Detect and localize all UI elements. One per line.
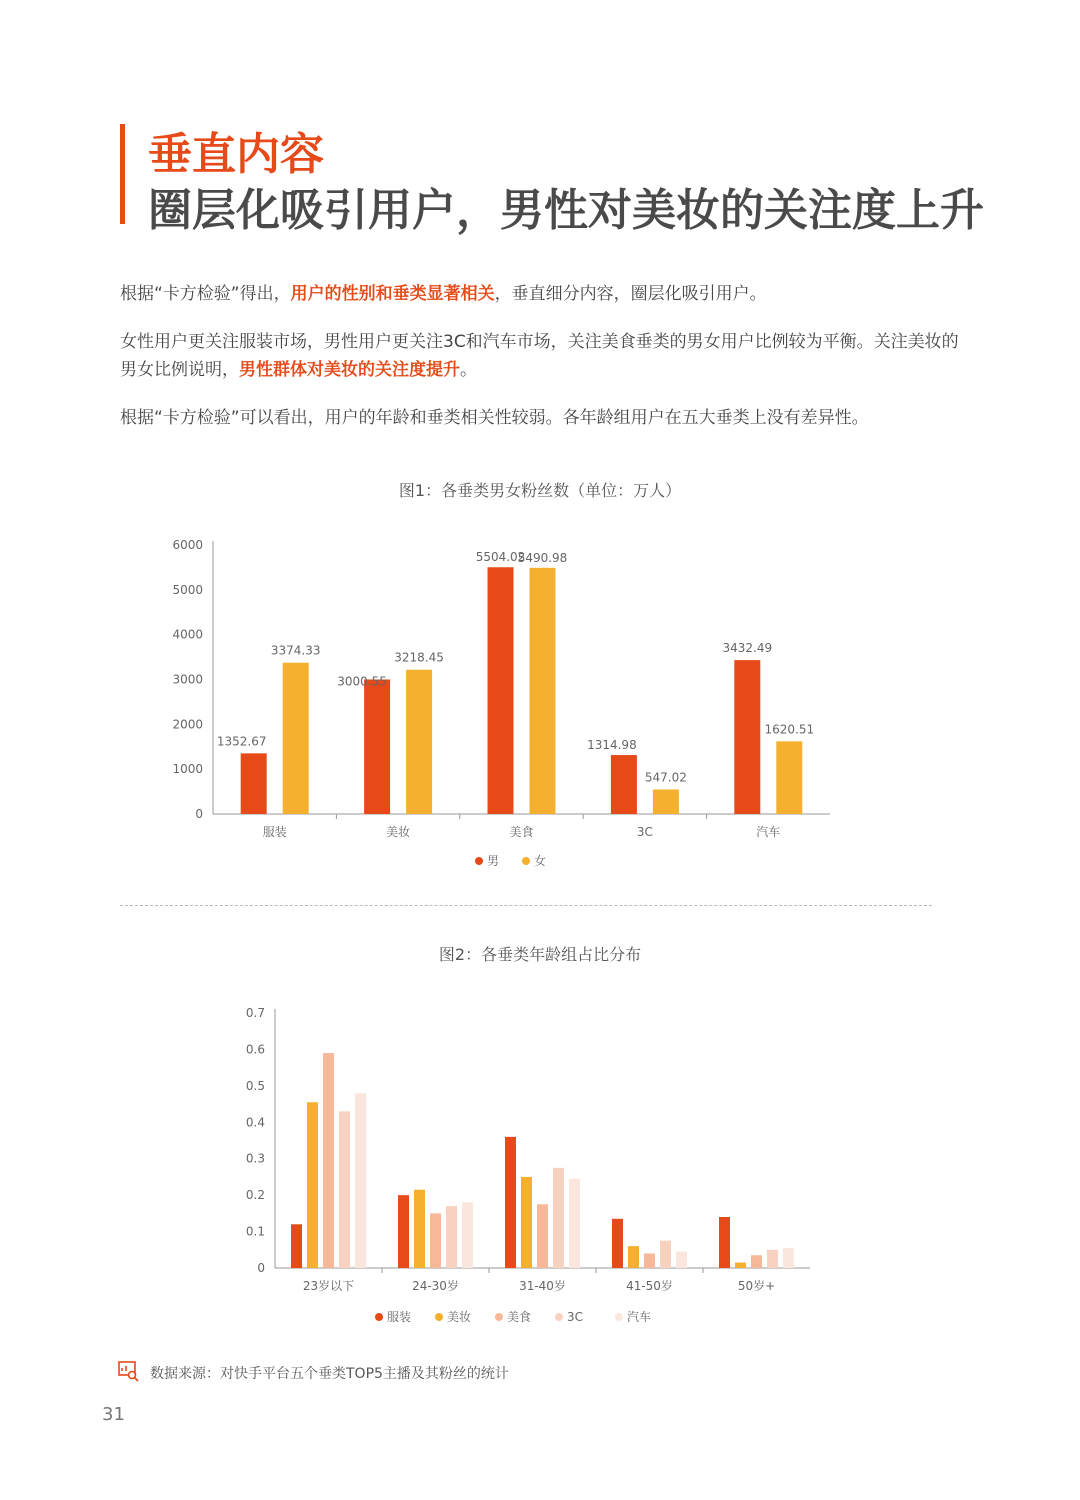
bar-服装 — [719, 1217, 730, 1268]
paragraph-3: 根据“卡方检验”可以看出，用户的年龄和垂类相关性较弱。各年龄组用户在五大垂类上没有差异性。 — [120, 408, 869, 428]
bar-男 — [488, 567, 514, 814]
x-tick-label: 3C — [636, 825, 653, 839]
highlight-text: 用户的性别和垂类显著相关 — [290, 284, 495, 304]
bar-服装 — [398, 1195, 409, 1268]
bar-美妆 — [628, 1246, 639, 1268]
legend-marker — [375, 1313, 383, 1321]
bar-美食 — [430, 1213, 441, 1268]
section-title: 垂直内容 — [148, 129, 324, 180]
y-tick-label: 1000 — [172, 762, 203, 777]
x-tick-label: 23岁以下 — [302, 1279, 355, 1293]
bar-汽车 — [569, 1179, 580, 1268]
data-label: 547.02 — [644, 770, 687, 785]
figure-2-title: 图2：各垂类年龄组占比分布 — [438, 945, 642, 964]
x-tick-label: 31-40岁 — [519, 1279, 566, 1293]
bar-女 — [776, 741, 802, 814]
page-number: 31 — [102, 1404, 125, 1425]
bar-美妆 — [521, 1177, 532, 1268]
y-tick-label: 4000 — [172, 627, 203, 642]
bar-美妆 — [307, 1102, 318, 1268]
x-tick-label: 41-50岁 — [626, 1279, 673, 1293]
x-tick-label: 美妆 — [386, 825, 411, 839]
y-tick-label: 5000 — [172, 582, 203, 597]
legend-marker — [435, 1313, 443, 1321]
bar-美妆 — [414, 1190, 425, 1268]
data-label: 1352.67 — [216, 734, 267, 749]
x-tick-label: 汽车 — [756, 825, 781, 839]
data-label: 3432.49 — [722, 641, 773, 656]
y-tick-label: 0.7 — [245, 1006, 265, 1020]
dashed-divider — [120, 905, 932, 906]
figure-1-title: 图1：各垂类男女粉丝数（单位：万人） — [398, 481, 682, 500]
bar-汽车 — [783, 1248, 794, 1268]
bar-3C — [660, 1241, 671, 1268]
data-label: 3218.45 — [394, 650, 444, 665]
bar-服装 — [612, 1219, 623, 1268]
y-tick-label: 0.5 — [245, 1078, 265, 1093]
y-tick-label: 0.4 — [245, 1115, 265, 1130]
bar-男 — [734, 660, 760, 814]
bar-汽车 — [676, 1252, 687, 1268]
y-tick-label: 0 — [195, 807, 203, 821]
legend-label: 美食 — [507, 1310, 532, 1324]
bar-美食 — [644, 1253, 655, 1268]
legend-marker — [555, 1313, 563, 1321]
data-label: 3374.33 — [270, 643, 321, 658]
data-source-text: 数据来源：对快手平台五个垂类TOP5主播及其粉丝的统计 — [150, 1366, 509, 1382]
x-tick-label: 服装 — [262, 825, 287, 839]
bar-3C — [446, 1206, 457, 1268]
highlight-text: 男性群体对美妆的关注度提升 — [239, 360, 460, 380]
bar-汽车 — [462, 1202, 473, 1268]
chart-search-icon — [118, 1360, 140, 1386]
bar-3C — [553, 1168, 564, 1268]
y-tick-label: 0.6 — [245, 1042, 265, 1057]
bar-女 — [653, 789, 679, 814]
y-tick-label: 3000 — [172, 672, 203, 687]
legend-label: 男 — [487, 854, 500, 868]
paragraph-1: 根据“卡方检验”得出，用户的性别和垂类显著相关，垂直细分内容，圈层化吸引用户。 — [120, 284, 767, 304]
figure-1-chart — [0, 530, 1080, 890]
y-tick-label: 0.2 — [245, 1188, 265, 1203]
data-source — [118, 1360, 509, 1386]
y-tick-label: 6000 — [172, 538, 203, 552]
bar-女 — [530, 568, 556, 814]
accent-bar — [120, 124, 125, 224]
bar-服装 — [505, 1137, 516, 1268]
legend-marker — [475, 857, 483, 865]
y-tick-label: 0 — [257, 1261, 265, 1275]
bar-美食 — [537, 1204, 548, 1268]
legend-label: 服装 — [387, 1310, 412, 1324]
data-label: 5490.98 — [517, 550, 568, 565]
figure-2-chart — [0, 1005, 1080, 1335]
x-tick-label: 24-30岁 — [412, 1279, 459, 1293]
bar-女 — [283, 663, 309, 814]
x-tick-label: 美食 — [509, 825, 534, 839]
data-label: 5504.02 — [475, 550, 526, 565]
bar-3C — [767, 1250, 778, 1268]
section-subtitle: 圈层化吸引用户，男性对美妆的关注度上升 — [148, 185, 984, 236]
bar-男 — [611, 755, 637, 814]
bar-美妆 — [735, 1263, 746, 1268]
legend-label: 女 — [534, 854, 547, 868]
bar-3C — [339, 1111, 350, 1268]
bar-女 — [406, 670, 432, 814]
legend-marker — [615, 1313, 623, 1321]
y-tick-label: 2000 — [172, 717, 203, 732]
y-tick-label: 0.1 — [245, 1224, 265, 1239]
x-tick-label: 50岁+ — [737, 1279, 776, 1293]
bar-男 — [241, 753, 267, 814]
legend-label: 3C — [567, 1310, 584, 1324]
legend-label: 汽车 — [627, 1310, 652, 1324]
legend-marker — [495, 1313, 503, 1321]
bar-男 — [364, 679, 390, 814]
legend-label: 美妆 — [447, 1310, 472, 1324]
legend-marker — [522, 857, 530, 865]
data-label: 1314.98 — [587, 738, 637, 753]
data-label: 1620.51 — [764, 722, 815, 737]
paragraph-2: 女性用户更关注服装市场，男性用户更关注3C和汽车市场，关注美食垂类的男女用户比例较为平衡。关注美妆的男女比例说明，男性群体对美妆的关注度提升。 — [120, 332, 959, 380]
data-label: 3000.55 — [337, 674, 387, 689]
bar-美食 — [751, 1255, 762, 1268]
bar-服装 — [291, 1224, 302, 1268]
bar-美食 — [323, 1053, 334, 1268]
y-tick-label: 0.3 — [245, 1151, 265, 1166]
bar-汽车 — [355, 1093, 366, 1268]
